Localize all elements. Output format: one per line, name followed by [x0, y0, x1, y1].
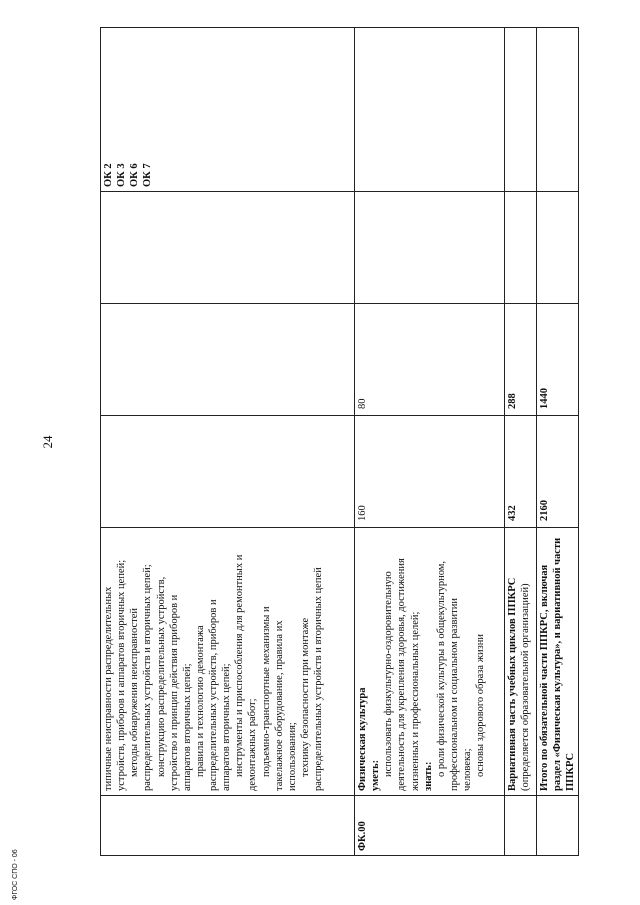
content-line: подъемно-транспортные механизмы и	[260, 606, 272, 777]
row-max: 2160	[537, 416, 579, 528]
competencies-text: ОК 2 ОК 3 ОК 6 ОК 7	[103, 163, 154, 187]
content-line: распределительных устройств и вторичных цепей	[313, 567, 324, 791]
content-line: человека;	[462, 748, 473, 791]
content-line: распределительных устройств и вторичных цепей;	[142, 564, 154, 791]
content-line: аппаратов вторичных цепей;	[181, 663, 193, 791]
row-content	[355, 528, 505, 796]
row-max: 432	[505, 416, 537, 528]
content-line: (определяется образовательной организацией)	[520, 583, 532, 791]
content-line: использования;	[286, 722, 298, 791]
row-competencies	[101, 28, 355, 192]
content-line: знать:	[422, 761, 434, 791]
content-line: устройство и принцип действия приборов и	[168, 594, 180, 791]
content-line: профессиональном и социальном развитии	[448, 598, 460, 791]
row-content	[537, 528, 579, 796]
row-competencies	[505, 28, 537, 192]
row-hours: 80	[355, 304, 505, 416]
table-container	[100, 28, 577, 856]
row-competencies	[537, 28, 579, 192]
content-line: правила и технологию демонтажа	[194, 625, 206, 777]
row-hours	[101, 304, 355, 416]
row-subject	[505, 192, 537, 304]
row-content	[101, 528, 355, 796]
row-title: Вариативная часть учебных циклов ППКРС	[507, 577, 518, 791]
row-hours: 1440	[537, 304, 579, 416]
row-title: Итого по обязательной части ППКРС, включая раздел «Физическая культура», и вариативной части ППКРС	[539, 537, 577, 791]
row-competencies	[355, 28, 505, 192]
curriculum-table	[100, 27, 579, 856]
table-row	[355, 28, 505, 856]
content-line: технику безопасности при монтаже	[299, 617, 311, 777]
row-subject	[537, 192, 579, 304]
page-number: 24	[40, 435, 55, 449]
content-line: основы здорового образа жизни	[475, 634, 487, 777]
content-line: распределительных устройств, приборов и	[208, 599, 219, 791]
content-line: типичные неисправности распределительных	[103, 586, 114, 791]
table-row	[505, 28, 537, 856]
row-code	[505, 796, 537, 856]
row-subject	[355, 192, 505, 304]
content-line: деятельность для укрепления здоровья, достижения	[396, 558, 408, 791]
table-row	[101, 28, 355, 856]
content-line: жизненных и профессиональных целей;	[409, 611, 421, 791]
content-line: конструкцию распределительных устройств,	[155, 576, 167, 777]
content-line: использовать физкультурно-оздоровительную	[383, 571, 395, 777]
content-line: инструменты и приспособления для ремонтных и	[234, 554, 246, 777]
row-code	[101, 796, 355, 856]
row-hours: 288	[505, 304, 537, 416]
footer-text: ФГОС СПО - 06	[12, 849, 19, 900]
row-content	[505, 528, 537, 796]
content-line: о роли физической культуры в общекультурном,	[435, 560, 447, 777]
row-max	[101, 416, 355, 528]
content-line: устройств, приборов и аппаратов вторичных цепей;	[116, 559, 128, 791]
row-code	[537, 796, 579, 856]
row-code: ФК.00	[355, 796, 505, 856]
content-line: демонтажных работ;	[247, 698, 259, 791]
table-row	[537, 28, 579, 856]
content-line: уметь:	[370, 759, 382, 791]
row-title: Физическая культура	[357, 687, 368, 791]
content-line: аппаратов вторичных цепей;	[221, 663, 233, 791]
content-line: методы обнаружения неисправностей	[129, 608, 141, 777]
content-line: такелажное оборудование, правила их	[273, 620, 285, 791]
row-max: 160	[355, 416, 505, 528]
row-subject	[101, 192, 355, 304]
